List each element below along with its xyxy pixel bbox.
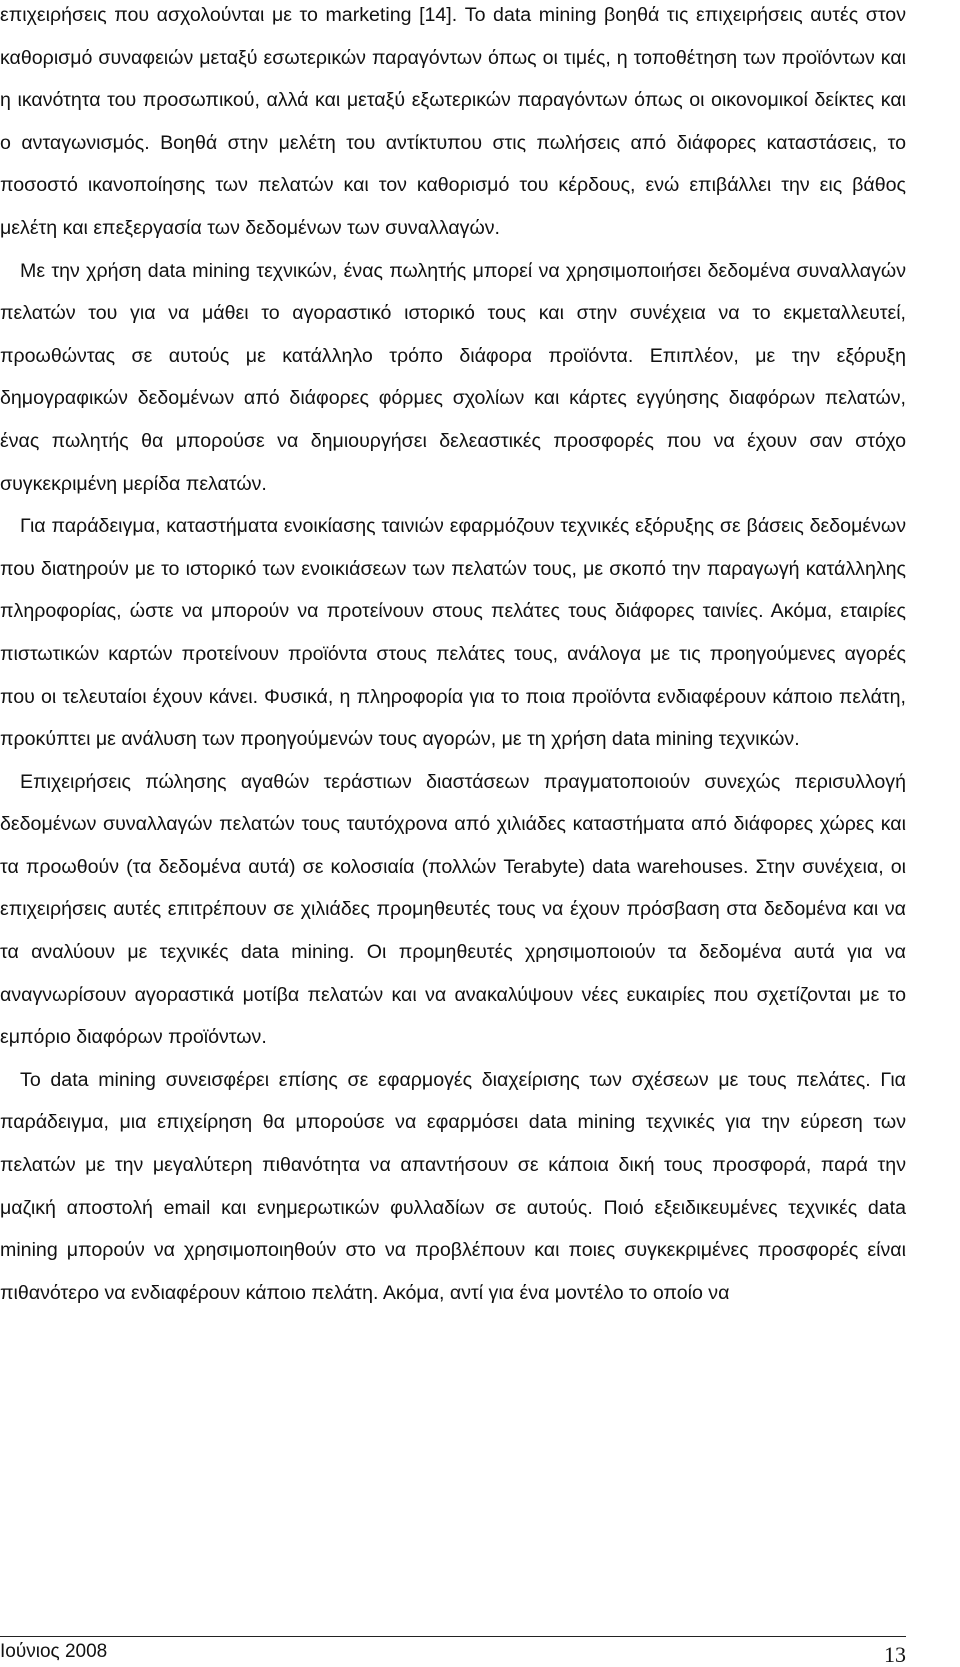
- footer-divider: [0, 1636, 906, 1637]
- paragraph: Για παράδειγμα, καταστήματα ενοικίασης ταινιών εφαρμόζουν τεχνικές εξόρυξης σε βάσεις δεδομένων που διατηρούν με το ιστορικό των ενοικιάσεων των πελατών τους, με σκοπό την παραγωγή κατάλληλης πληροφορίας, ώστε να μπορούν να προτείνουν στους πελάτες τους διάφορες ταινίες. Ακόμα, εταιρίες πιστωτικών καρτών προτείνουν προϊόντα στους πελάτες τους, ανάλογα με τις προηγούμενες αγορές που οι τελευταίοι έχουν κάνει. Φυσικά, η πληροφορία για το ποια προϊόντα ενδιαφέρουν κάποιο πελάτη, προκύπτει με ανάλυση των προηγούμενών τους αγορών, με τη χρήση data mining τεχνικών.: [0, 515, 906, 751]
- paragraph: Επιχειρήσεις πώλησης αγαθών τεράστιων διαστάσεων πραγματοποιούν συνεχώς περισυλλογή δεδομένων συναλλαγών πελατών τους ταυτόχρονα από χιλιάδες καταστήματα από διάφορες χώρες και τα προωθούν (τα δεδομένα αυτά) σε κολοσιαία (πολλών Terabyte) data warehouses. Στην συνέχεια, οι επιχειρήσεις αυτές επιτρέπουν σε χιλιάδες προμηθευτές τους να έχουν πρόσβαση στα δεδομένα και να τα αναλύουν με τεχνικές data mining. Οι προμηθευτές χρησιμοποιούν τα δεδομένα αυτά για να αναγνωρίσουν αγοραστικά μοτίβα πελατών και να ανακαλύψουν νέες ευκαιρίες που σχετίζονται με το εμπόριο διαφόρων προϊόντων.: [0, 770, 906, 1049]
- paragraph-continued: επιχειρήσεις που ασχολούνται με το marketing [14]. Το data mining βοηθά τις επιχειρήσεις αυτές στον καθορισμό συναφειών μεταξύ εσωτερικών παραγόντων όπως οι τιμές, η τοποθέτηση των προϊόντων και η ικανότητα του προσωπικού, αλλά και μεταξύ εξωτερικών παραγόντων όπως οι οικονομικοί δείκτες και ο ανταγωνισμός. Βοηθά στην μελέτη του αντίκτυπου στις πωλήσεις από διάφορες καταστάσεις, το ποσοστό ικανοποίησης των πελατών και τον καθορισμό του κέρδους, ενώ επιβάλλει την εις βάθος μελέτη και επεξεργασία των δεδομένων των συναλλαγών.: [0, 4, 906, 239]
- paragraph: Το data mining συνεισφέρει επίσης σε εφαρμογές διαχείρισης των σχέσεων με τους πελάτες. Για παράδειγμα, μια επιχείρηση θα μπορούσε να εφαρμόσει data mining τεχνικές για την εύρεση των πελατών με την μεγαλύτερη πιθανότητα να απαντήσουν σε κάποια δική τους προσφορά, παρά την μαζική αποστολή email και ενημερωτικών φυλλαδίων σε αυτούς. Ποιό εξειδικευμένες τεχνικές data mining μπορούν να χρησιμοποιηθούν στο να προβλέπουν και ποιες συγκεκριμένες προσφορές είναι πιθανότερο να ενδιαφέρουν κάποιο πελάτη. Ακόμα, αντί για ένα μοντέλο το οποίο να: [0, 1068, 906, 1304]
- paragraph: Με την χρήση data mining τεχνικών, ένας πωλητής μπορεί να χρησιμοποιήσει δεδομένα συναλλαγών πελατών του για να μάθει το αγοραστικό ιστορικό τους και στην συνέχεια να το εκμεταλλευτεί, προωθώντας σε αυτούς με κατάλληλο τρόπο διάφορα προϊόντα. Επιπλέον, με την εξόρυξη δημογραφικών δεδομένων από διάφορες φόρμες σχολίων και κάρτες εγγύησης διαφόρων πελατών, ένας πωλητής θα μπορούσε να δημιουργήσει δελεαστικές προσφορές που να έχουν σαν στόχο συγκεκριμένη μερίδα πελατών.: [0, 259, 906, 495]
- page-number: 13: [884, 1642, 906, 1667]
- footer-date: Ιούνιος 2008: [0, 1641, 108, 1662]
